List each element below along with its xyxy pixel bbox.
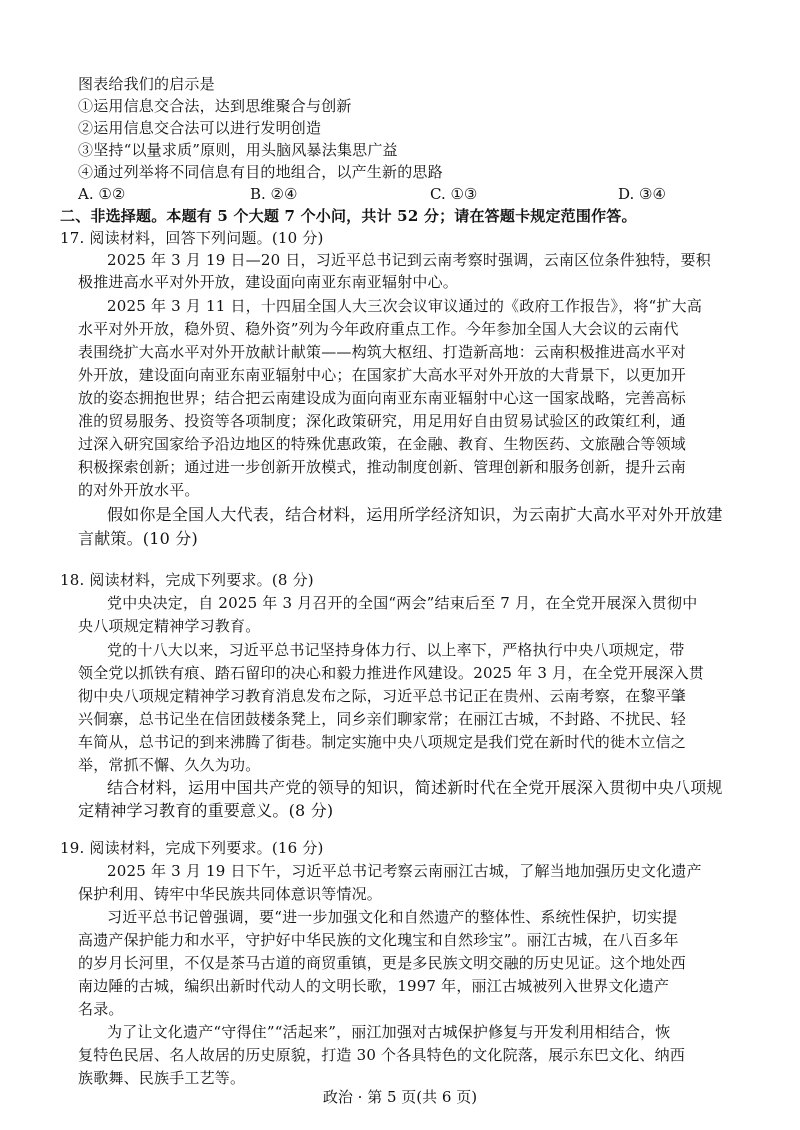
statement-3: ③坚持“以量求质”原则，用头脑风暴法集思广益 <box>78 141 398 159</box>
material-line: 放的姿态拥抱世界；结合把云南建设成为面向南亚东南亚辐射中心这一国家战略，完善高标 <box>78 389 687 407</box>
material-line: 过深入研究国家给予沿边地区的特殊优惠政策，在金融、教育、生物医药、文旅融合等领域 <box>78 435 687 453</box>
material-line: 习近平总书记曾强调，要“进一步加强文化和自然遗产的整体性、系统性保护，切实提 <box>107 908 678 926</box>
question-title: 17. 阅读材料，回答下列问题。(10 分) <box>60 229 324 247</box>
option-d: D. ③④ <box>618 185 666 203</box>
material-line: 2025 年 3 月 11 日，十四届全国人大三次会议审议通过的《政府工作报告》，将“扩大高 <box>107 297 703 315</box>
statement-4: ④通过列举将不同信息有目的地组合，以产生新的思路 <box>78 163 443 181</box>
material-line: 党中央决定，自 2025 年 3 月召开的全国“两会”结束后至 7 月，在全党开展深入贯彻中 <box>107 594 698 612</box>
section-heading: 二、非选择题。本题有 5 个大题 7 个小问，共计 52 分；请在答题卡规定范围作答。 <box>60 207 637 225</box>
question-stem: 图表给我们的启示是 <box>78 75 215 93</box>
option-c: C. ①③ <box>430 185 478 203</box>
material-line: 准的贸易服务、投资等各项制度；深化政策研究，用足用好自由贸易试验区的政策红利，通 <box>78 412 687 430</box>
material-line: 车简从，总书记的到来沸腾了街巷。制定实施中央八项规定是我们党在新时代的徙木立信之 <box>78 733 687 751</box>
question-title: 18. 阅读材料，完成下列要求。(8 分) <box>60 571 314 589</box>
material-line: 南边陲的古城，编织出新时代动人的文明长歌，1997 年，丽江古城被列入世界文化遗产 <box>78 977 670 995</box>
statement-1: ①运用信息交合法，达到思维聚合与创新 <box>78 97 352 115</box>
material-line: 名录。 <box>78 1000 124 1018</box>
material-line: 高遗产保护能力和水平，守护好中华民族的文化瑰宝和自然珍宝”。丽江古城，在八百多年 <box>78 931 679 949</box>
material-line: 族歌舞、民族手工艺等。 <box>78 1069 246 1087</box>
material-line: 极推进高水平对外开放，建设面向南亚东南亚辐射中心。 <box>78 273 459 291</box>
task-line: 言献策。(10 分) <box>78 529 198 548</box>
material-line: 党的十八大以来，习近平总书记坚持身体力行、以上率下，严格执行中央八项规定，带 <box>107 641 685 659</box>
option-b: B. ②④ <box>250 185 298 203</box>
task-line: 结合材料，运用中国共产党的领导的知识，简述新时代在全党开展深入贯彻中央八项规 <box>107 778 723 797</box>
question-title: 19. 阅读材料，完成下列要求。(16 分) <box>60 839 324 857</box>
material-line: 的对外开放水平。 <box>78 481 200 499</box>
material-line: 积极探索创新；通过进一步创新开放模式，推动制度创新、管理创新和服务创新，提升云南 <box>78 458 687 476</box>
material-line: 2025 年 3 月 19 日—20 日，习近平总书记到云南考察时强调，云南区位条件独特，要积 <box>107 251 711 269</box>
material-line: 的岁月长河里，不仅是茶马古道的商贸重镇，更是多民族文明交融的历史见证。这个地处西 <box>78 954 687 972</box>
material-line: 为了让文化遗产“守得住”“活起来”，丽江加强对古城保护修复与开发利用相结合，恢 <box>107 1023 671 1041</box>
material-line: 复特色民居、名人故居的历史原貌，打造 30 个各具特色的文化院落，展示东巴文化、纳西 <box>78 1046 686 1064</box>
material-line: 表围绕扩大高水平对外开放献计献策——构筑大枢纽、打造新高地：云南积极推进高水平对 <box>78 343 687 361</box>
statement-2: ②运用信息交合法可以进行发明创造 <box>78 119 322 137</box>
material-line: 水平对外开放，稳外贸、稳外资”列为今年政府重点工作。今年参加全国人大会议的云南代 <box>78 320 679 338</box>
material-line: 领全党以抓铁有痕、踏石留印的决心和毅力推进作风建设。2025 年 3 月，在全党开展深入贯 <box>78 664 705 682</box>
task-line: 假如你是全国人大代表，结合材料，运用所学经济知识，为云南扩大高水平对外开放建 <box>107 505 723 524</box>
task-line: 定精神学习教育的重要意义。(8 分) <box>78 801 334 820</box>
material-line: 保护利用、铸牢中华民族共同体意识等情况。 <box>78 885 383 903</box>
material-line: 外开放，建设面向南亚东南亚辐射中心；在国家扩大高水平对外开放的大背景下，以更加开 <box>78 366 687 384</box>
material-line: 2025 年 3 月 19 日下午，习近平总书记考察云南丽江古城，了解当地加强历史文化遗产 <box>107 862 702 880</box>
material-line: 举，常抓不懈、久久为功。 <box>78 756 261 774</box>
page-footer: 政治 · 第 5 页(共 6 页) <box>322 1088 478 1106</box>
option-a: A. ①② <box>78 185 126 203</box>
material-line: 兴侗寨，总书记坐在信团鼓楼条凳上，同乡亲们聊家常；在丽江古城，不封路、不扰民、轻 <box>78 710 687 728</box>
material-line: 央八项规定精神学习教育。 <box>78 617 261 635</box>
material-line: 彻中央八项规定精神学习教育消息发布之际，习近平总书记正在贵州、云南考察，在黎平肇 <box>78 687 687 705</box>
